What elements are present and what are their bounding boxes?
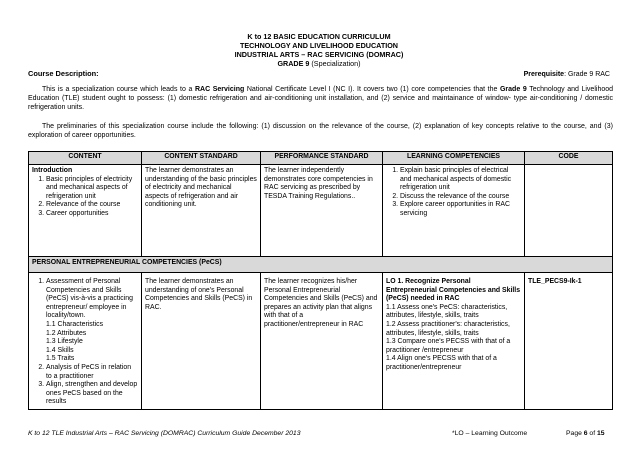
para1-text-c: National Certificate Level I (NC I). It covers two (1) core competencies that the xyxy=(244,86,500,93)
page-prefix: Page xyxy=(566,430,584,437)
header-learning-competencies: LEARNING COMPETENCIES xyxy=(383,152,525,165)
curriculum-title: K to 12 BASIC EDUCATION CURRICULUM xyxy=(247,32,391,41)
intro-content-standard: The learner demonstrates an understanding of the basic principles of electricity and mechanical aspects of refrigeration and air conditioning unit. xyxy=(142,165,261,257)
list-item: 1.4 Align one's PECSS with that of a practitioner/entrepreneur xyxy=(386,355,497,371)
pecs-competencies-cell xyxy=(383,273,525,410)
lo-title: LO 1. Recognize Personal Entrepreneurial Competencies and Skills (PeCS) needed in RAC xyxy=(386,278,521,303)
para1-bold-grade: Grade 9 xyxy=(499,86,527,93)
grade-label: GRADE 9 xyxy=(277,59,310,68)
list-item: 1. Basic principles of electricity and mechanical aspects of refrigeration unit xyxy=(46,176,138,202)
intro-content-cell xyxy=(29,165,142,257)
pecs-item-1: Assessment of Personal Competencies and Skills (PeCS) vis-à-vis a practicing entrepreneur/ employee in locality/town. xyxy=(46,278,133,320)
page-of: of xyxy=(587,430,597,437)
header-content: CONTENT xyxy=(29,152,142,165)
grade-spec: (Specialization) xyxy=(309,59,361,68)
intro-performance-standard: The learner independently demonstrates core competencies in RAC servicing as prescribed by TESDA Training Regulations.. xyxy=(261,165,383,257)
prerequisite-label: Prerequisite xyxy=(523,71,565,78)
para1-bold-rac: RAC Servicing xyxy=(194,86,245,93)
table-row xyxy=(29,165,613,257)
prerequisite xyxy=(524,71,610,78)
preliminaries-paragraph: The preliminaries of this specialization course include the following: (1) discussion on the relevance of the course, (2) explanation of key concepts relative to the course, and (3) exploration of career opportunities. xyxy=(28,123,613,140)
course-title: INDUSTRIAL ARTS – RAC SERVICING (DOMRAC) xyxy=(234,50,404,59)
lo-items xyxy=(386,304,521,373)
pecs-content-cell xyxy=(29,273,142,410)
grade-title xyxy=(0,59,638,68)
pecs-code: TLE_PECS9-Ik-1 xyxy=(525,273,613,410)
header-code: CODE xyxy=(525,152,613,165)
list-item: 3. Align, strengthen and develop ones PeCS based on the results xyxy=(46,381,138,407)
list-item: 3. Explore career opportunities in RAC servicing xyxy=(400,201,521,218)
list-item: 3. Career opportunities xyxy=(46,210,138,219)
list-item: 1.3 Lifestyle xyxy=(46,338,83,346)
section-title: PERSONAL ENTREPRENEURIAL COMPETENCIES (PeCS) xyxy=(29,257,613,273)
para1-text-e: Technology and Livelihood Education (TLE) student ought to possess: (1) domestic refrigeration and air-conditioning unit installation, and (2) service and maintainance of window- type air-conditioning / domestic refrigeration units. xyxy=(28,86,614,112)
footer-lo-note: *LO – Learning Outcome xyxy=(452,430,528,437)
list-item: 1.1 Characteristics xyxy=(46,320,104,328)
intro-code-cell xyxy=(525,165,613,257)
list-item: 1.5 Traits xyxy=(46,355,75,363)
curriculum-table xyxy=(28,151,613,410)
pecs-performance-standard: The learner recognizes his/her Personal Entrepreneurial Competencies and Skills (PeCS) and prepares an activity plan that aligns with that of a practitioner/entrepreneur in RAC xyxy=(261,273,383,410)
intro-competencies-cell xyxy=(383,165,525,257)
list-item: 1.2 Assess practitioner's: characteristics, attributes, lifestyle, skills, traits xyxy=(386,320,510,337)
page-total: 15 xyxy=(597,430,605,437)
list-item: 1. Explain basic principles of electrical and mechanical aspects of domestic refrigeration unit xyxy=(400,167,521,193)
list-item: 1.2 Attributes xyxy=(46,329,87,337)
list-item: 1.1 Assess one's PeCS: characteristics, attributes, lifestyle, skills, traits xyxy=(386,303,508,320)
table-header-row xyxy=(29,152,613,165)
pecs-subitems xyxy=(46,321,138,364)
header-content-standard: CONTENT STANDARD xyxy=(142,152,261,165)
list-item xyxy=(46,278,138,364)
intro-title: Introduction xyxy=(32,167,73,174)
section-row xyxy=(29,257,613,273)
course-description-paragraph xyxy=(28,85,613,113)
list-item: 1.3 Compare one's PECSS with that of a practitioner /entrepreneur xyxy=(386,338,511,354)
page-num: 6 xyxy=(583,430,588,437)
pecs-content-standard: The learner demonstrates an understanding of one's Personal Competencies and Skills (PeCS) in RAC. xyxy=(142,273,261,410)
subject-title: TECHNOLOGY AND LIVELIHOOD EDUCATION xyxy=(240,41,398,50)
list-item: 2. Relevance of the course xyxy=(46,201,138,210)
prerequisite-value: : Grade 9 RAC xyxy=(564,71,610,78)
footer-page-number xyxy=(566,430,605,437)
list-item: 2. Analysis of PeCS in relation to a practitioner xyxy=(46,364,138,381)
para1-text-a: This is a specialization course which leads to a xyxy=(42,86,195,93)
list-item: 2. Discuss the relevance of the course xyxy=(400,193,521,202)
course-description-label: Course Description: xyxy=(28,69,99,78)
header-performance-standard: PERFORMANCE STANDARD xyxy=(261,152,383,165)
list-item: 1.4 Skills xyxy=(46,346,74,354)
footer-document-title: K to 12 TLE Industrial Arts – RAC Servicing (DOMRAC) Curriculum Guide December 2013 xyxy=(28,430,301,437)
table-row xyxy=(29,273,613,410)
